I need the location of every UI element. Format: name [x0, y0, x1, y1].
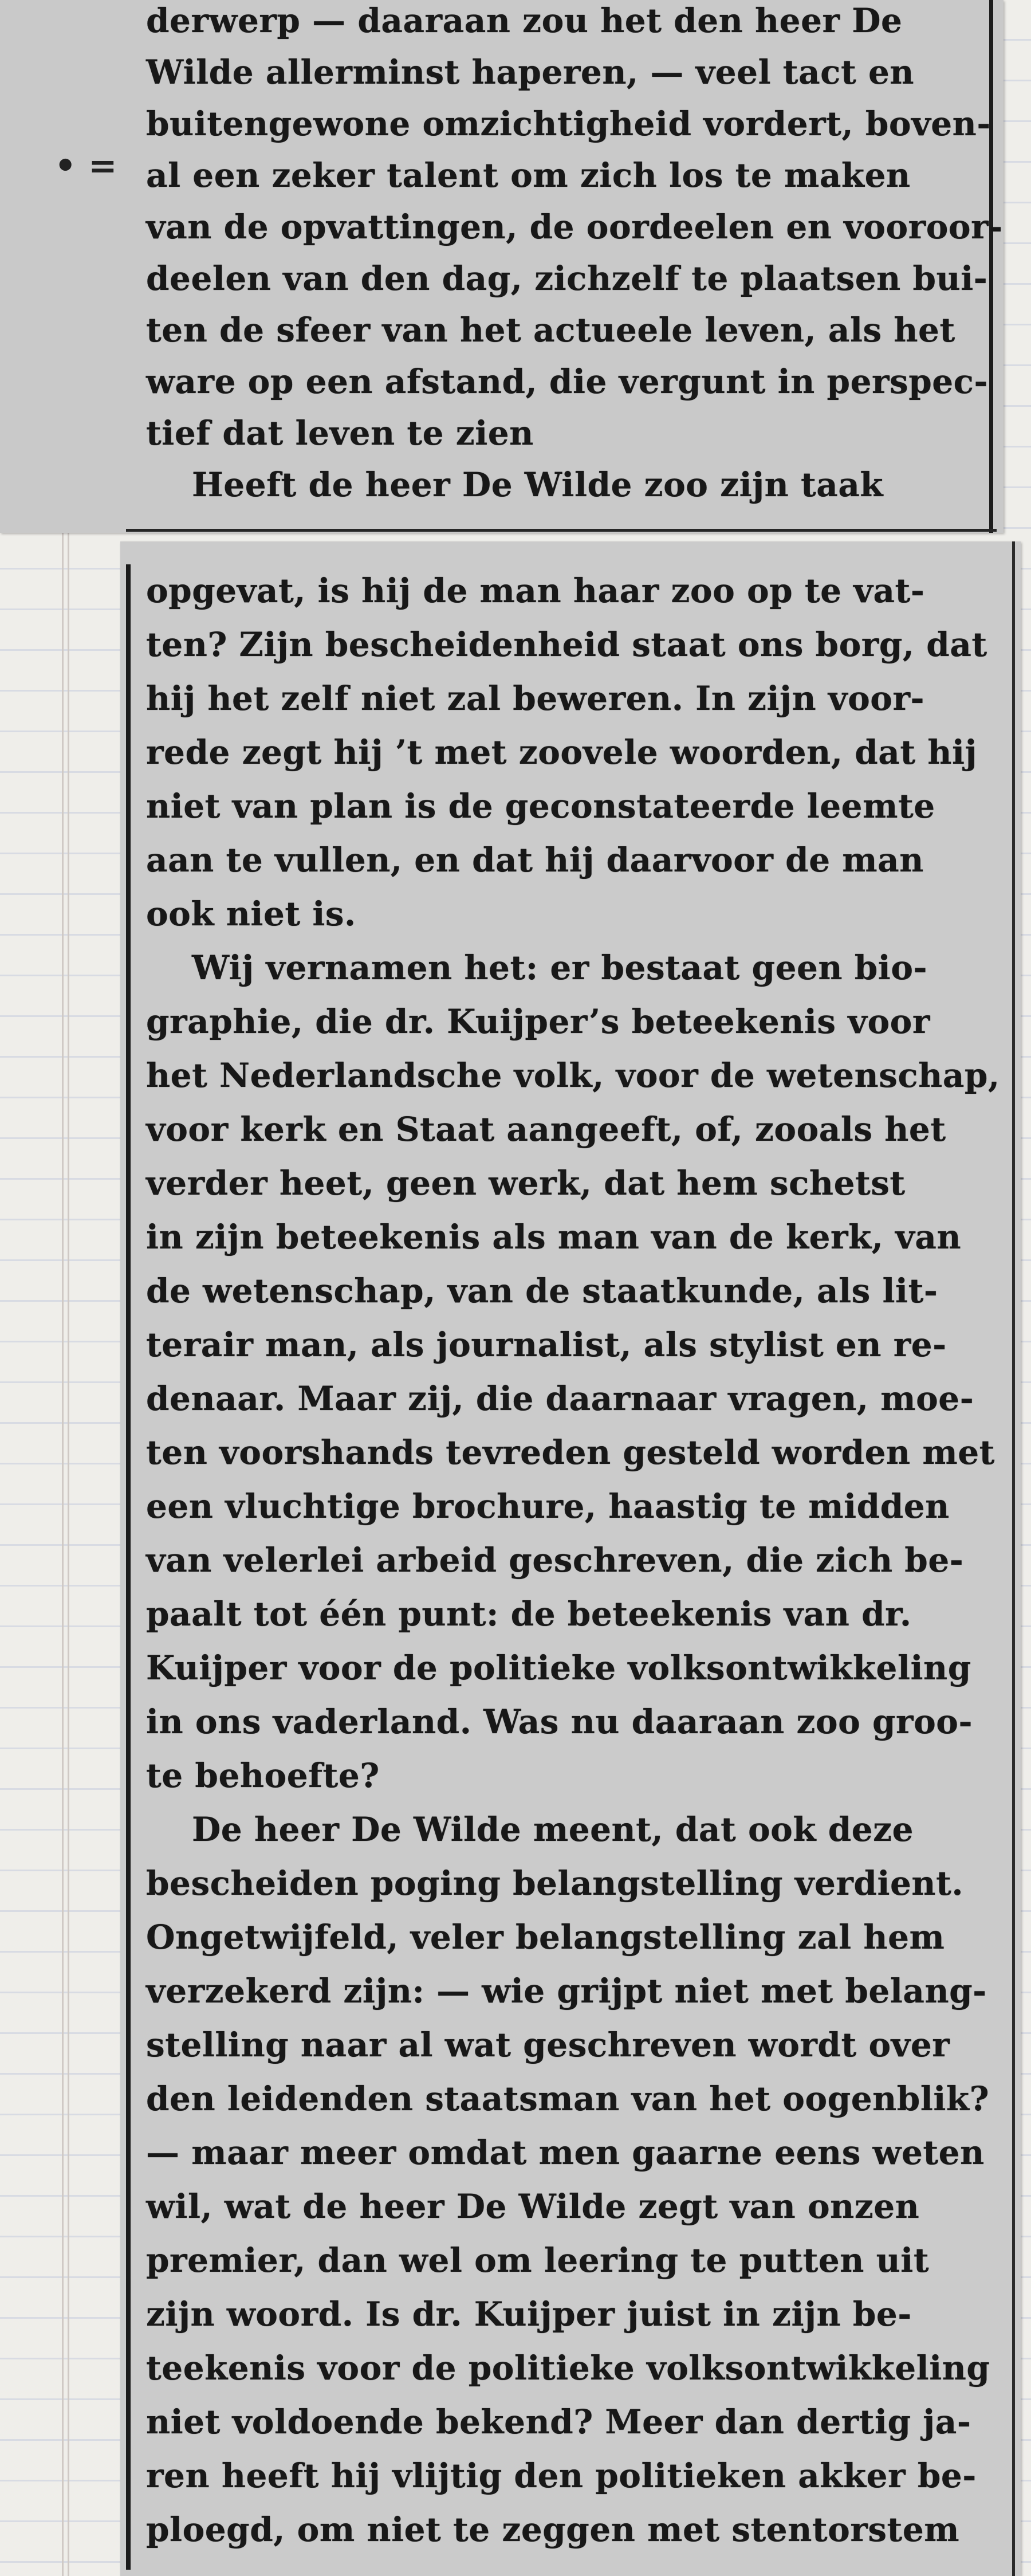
text-line: De heer De Wilde meent, dat ook deze	[192, 1810, 914, 1849]
text-line: verder heet, geen werk, dat hem schetst	[146, 1164, 906, 1203]
text-line: aan te vullen, en dat hij daarvoor de man	[146, 841, 924, 879]
text-line: premier, dan wel om leering te putten uit	[146, 2241, 930, 2280]
text-line: teekenis voor de politieke volksontwikkeling	[146, 2349, 990, 2387]
text-line: niet van plan is de geconstateerde leemte	[146, 787, 935, 826]
text-line: Wilde allerminst haperen, — veel tact en	[146, 53, 915, 92]
text-line: buitengewone omzichtigheid vordert, boven-	[146, 104, 991, 143]
text-line: verzekerd zijn: — wie grijpt niet met belang-	[146, 1972, 987, 2010]
text-line: opgevat, is hij de man haar zoo op te vat-	[146, 571, 925, 610]
text-line: tief dat leven te zien	[146, 414, 534, 453]
column-rule	[1012, 541, 1015, 2576]
text-line: een vluchtige brochure, haastig te midden	[146, 1487, 950, 1526]
text-line: hij het zelf niet zal beweren. In zijn voor-	[146, 679, 925, 718]
text-line: Kuijper voor de politieke volksontwikkeling	[146, 1648, 971, 1687]
text-line: ren heeft hij vlijtig den politieken akker be-	[146, 2456, 977, 2495]
text-line: Ongetwijfeld, veler belangstelling zal hem	[146, 1918, 945, 1957]
text-line: ware op een afstand, die vergunt in perspec-	[146, 362, 989, 401]
text-line: rede zegt hij ’t met zoovele woorden, dat hij	[146, 733, 978, 772]
text-line: de wetenschap, van de staatkunde, als lit-	[146, 1271, 938, 1310]
column-rule	[126, 564, 131, 2570]
text-line: paalt tot één punt: de beteekenis van dr.	[146, 1595, 912, 1633]
text-line: ten de sfeer van het actueele leven, als het	[146, 311, 955, 350]
text-line: Heeft de heer De Wilde zoo zijn taak	[192, 465, 884, 504]
text-line: Wij vernamen het: er bestaat geen bio-	[192, 948, 928, 987]
text-line: — maar meer omdat men gaarne eens weten	[146, 2133, 985, 2172]
text-line: te behoefte?	[146, 1756, 380, 1795]
text-line: denaar. Maar zij, die daarnaar vragen, moe-	[146, 1379, 974, 1418]
column-rule	[989, 0, 993, 533]
margin-mark: • =	[54, 146, 117, 186]
newspaper-clipping-bottom	[120, 541, 1021, 2576]
text-line: ook niet is.	[146, 894, 356, 933]
newspaper-clipping-top	[0, 0, 1004, 533]
text-line: stelling naar al wat geschreven wordt over	[146, 2025, 950, 2064]
text-line: ten voorshands tevreden gesteld worden met	[146, 1433, 995, 1472]
text-line: van velerlei arbeid geschreven, die zich be-	[146, 1541, 964, 1580]
text-line: ploegd, om niet te zeggen met stentorstem	[146, 2510, 960, 2549]
text-line: bescheiden poging belangstelling verdient.	[146, 1864, 964, 1903]
text-line: deelen van den dag, zichzelf te plaatsen bui-	[146, 259, 988, 298]
text-line: ten? Zijn bescheidenheid staat ons borg, dat	[146, 625, 987, 664]
text-line: in ons vaderland. Was nu daaraan zoo groo-	[146, 1702, 973, 1741]
text-line: wil, wat de heer De Wilde zegt van onzen	[146, 2187, 920, 2226]
text-line: graphie, die dr. Kuijper’s beteekenis voor	[146, 1002, 930, 1041]
text-line: terair man, als journalist, als stylist en re-	[146, 1325, 947, 1364]
text-line: derwerp — daaraan zou het den heer De	[146, 1, 903, 40]
text-line: in zijn beteekenis als man van de kerk, van	[146, 1218, 962, 1256]
text-line: al een zeker talent om zich los te maken	[146, 156, 911, 195]
text-line: niet voldoende bekend? Meer dan dertig ja-	[146, 2402, 971, 2441]
text-line: voor kerk en Staat aangeeft, of, zooals het	[146, 1110, 946, 1149]
text-line: van de opvattingen, de oordeelen en vooroor-	[146, 207, 1003, 246]
column-rule	[126, 529, 997, 532]
text-line: zijn woord. Is dr. Kuijper juist in zijn be-	[146, 2295, 912, 2334]
text-line: den leidenden staatsman van het oogenblik?	[146, 2079, 990, 2118]
text-line: het Nederlandsche volk, voor de wetenschap,	[146, 1056, 1000, 1095]
